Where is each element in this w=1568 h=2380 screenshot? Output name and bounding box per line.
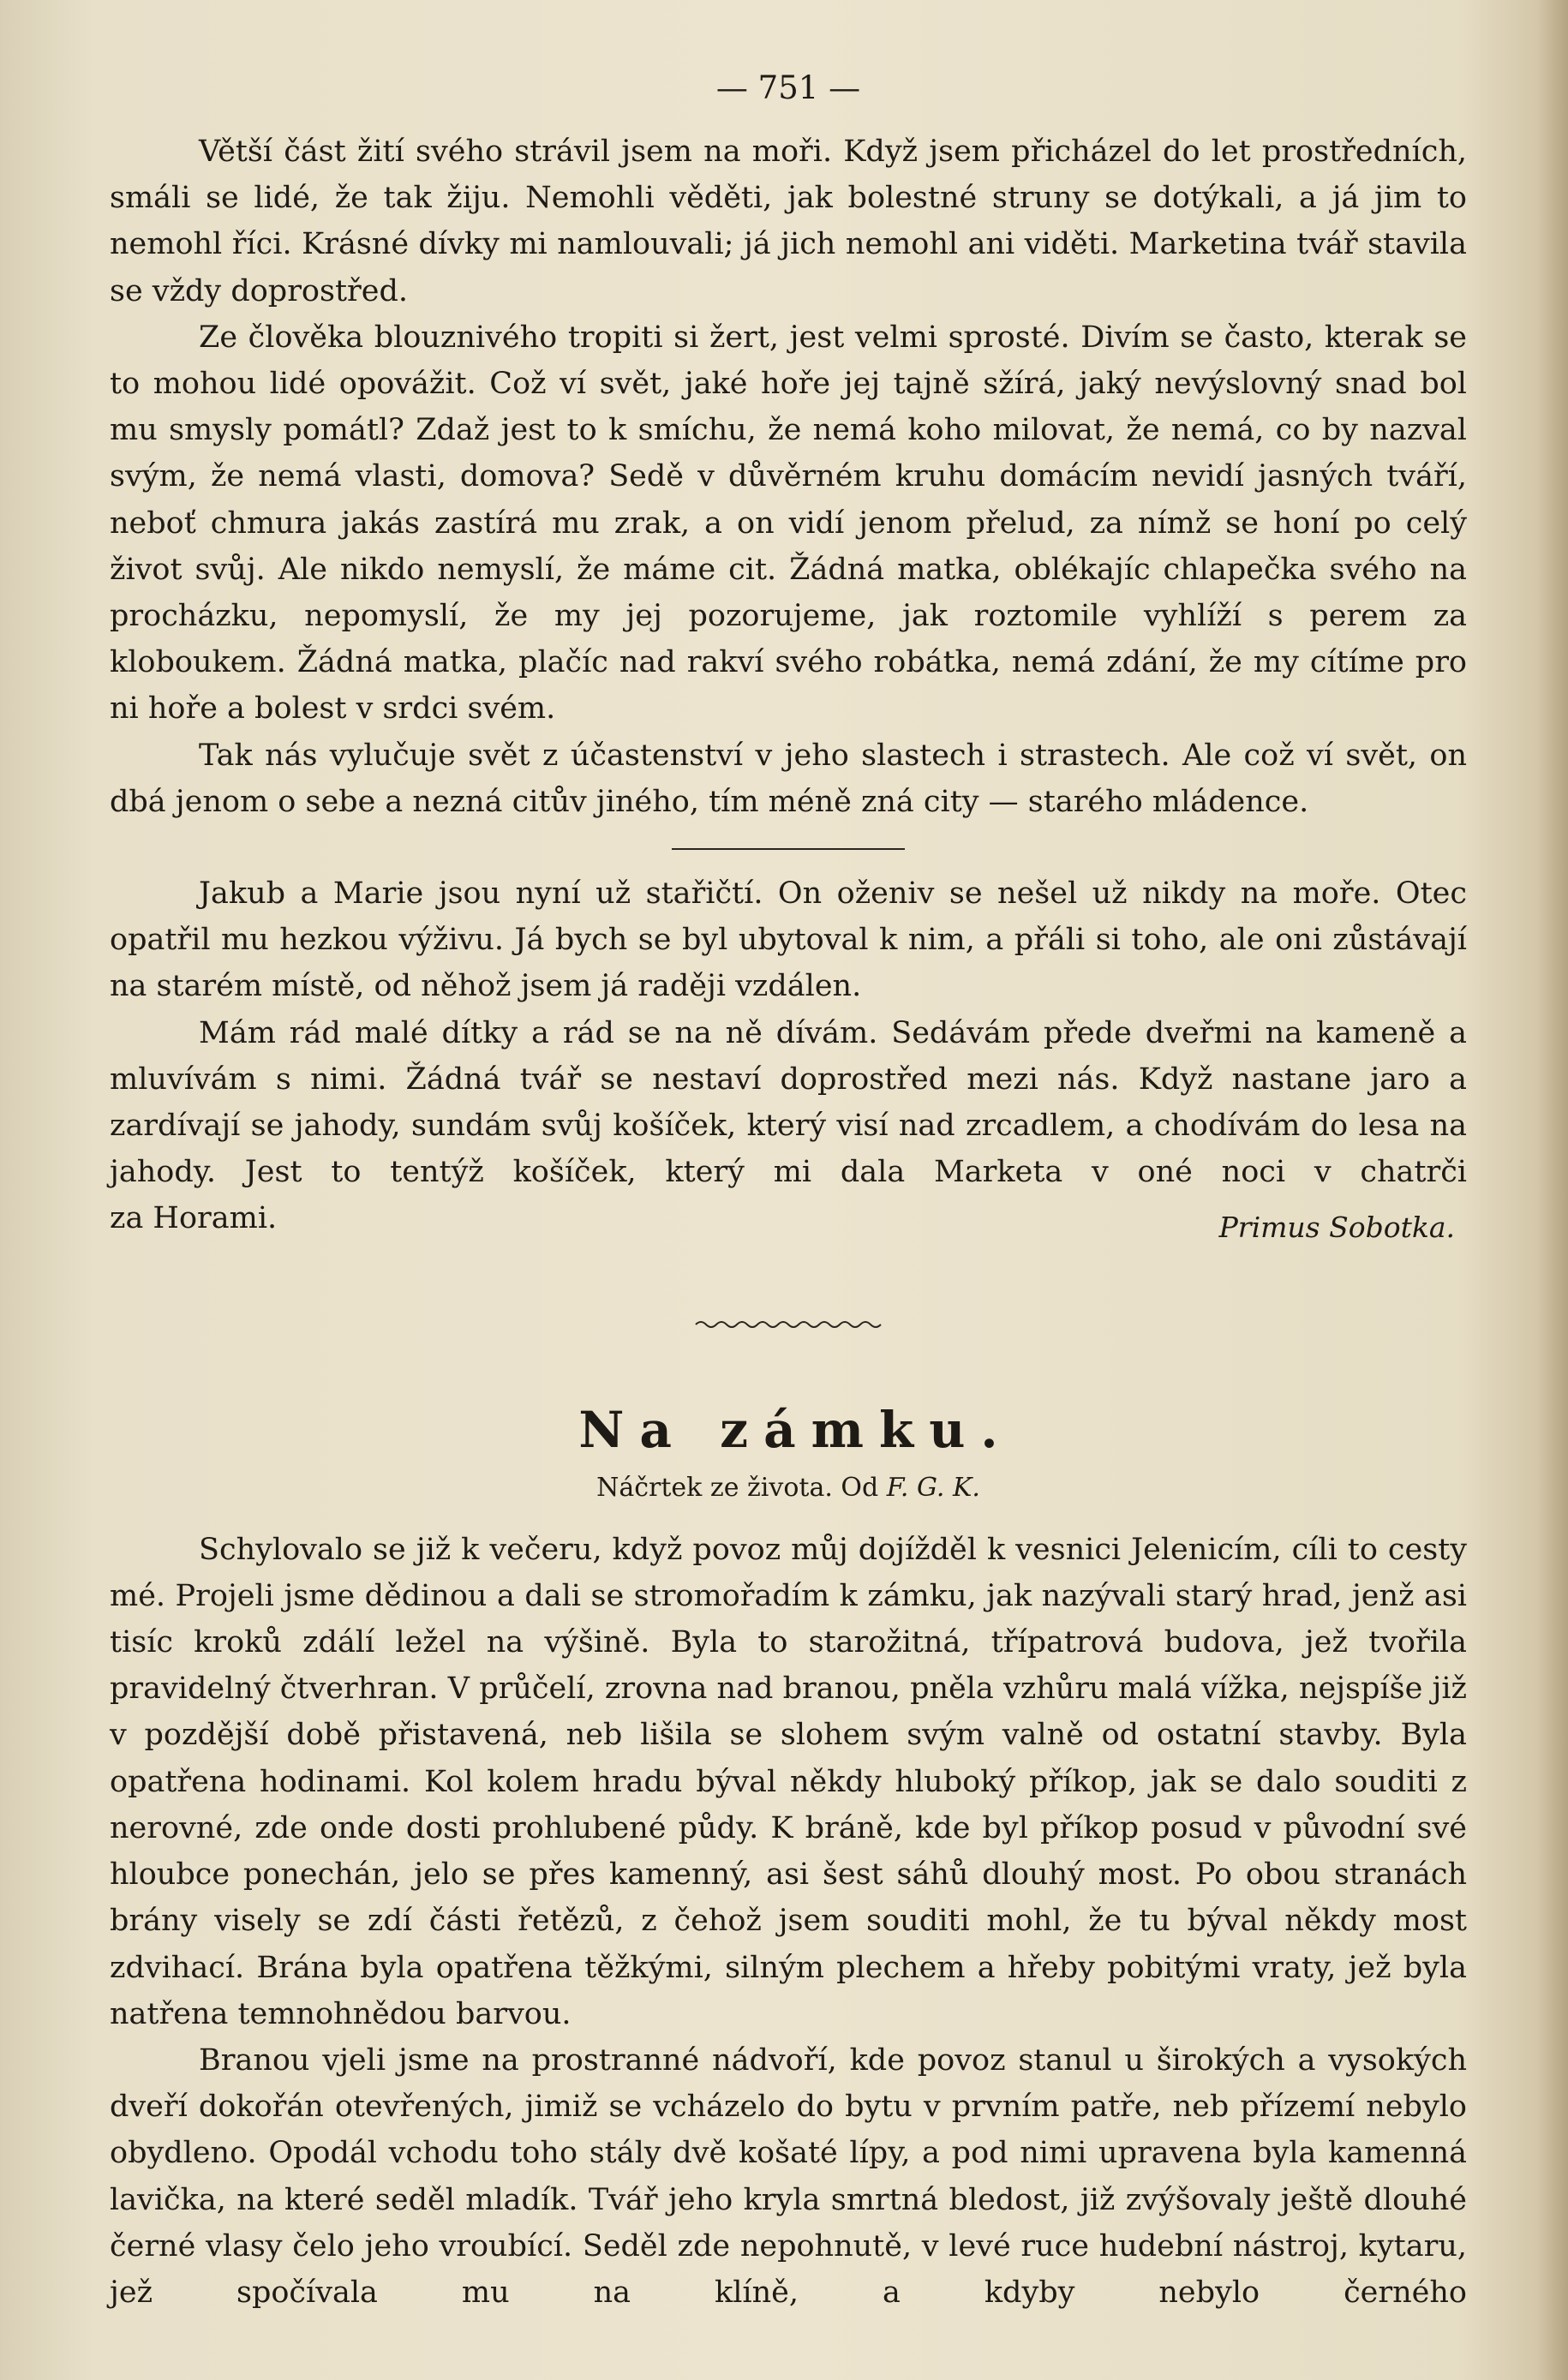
subtitle-text: Náčrtek ze života. Od [596,1472,887,1503]
subtitle-author: F. G. K. [886,1472,980,1503]
paragraph: Schylovalo se již k večeru, když povoz můj dojížděl k vesnici Jelenicím, cíli to cesty mé. Projeli jsme dědinou a dali se stromořadím k zámku, jak nazývali starý hrad, jenž asi tisíc kroků zdálí ležel na výšině. Byla to starožitná, třípatrová budova, jež tvořila pravidelný čtverhran. V průčelí, zrovna nad branou, pněla vzhůru malá vížka, nejspíše již v pozdější době přistavená, neb lišila se slohem svým valně od ostatní stavby. Byla opatřena hodinami. Kol kolem hradu býval někdy hluboký příkop, jak se dalo souditi z nerovné, zde onde dosti prohlubené půdy. K bráně, kde byl příkop posud v původní své hloubce ponechán, jelo se přes kamenný, asi šest sáhů dlouhý most. Po obou stranách brány visely se zdí části řetězů, z čehož jsem souditi mohl, že tu býval někdy most zdvihací. Brána byla opatřena těžkými, silným plechem a hřeby pobitými vraty, jež byla natřena temnohnědou barvou. [110,1532,1467,2031]
paragraph: Mám rád malé dítky a rád se na ně dívám. Sedávám přede dveřmi na kameně a mluvívám s nimi. Žádná tvář se nestaví doprostřed mezi nás. Když nastane jaro a zardívají se jahody, sundám svůj košíček, který visí nad zrcadlem, a chodívám do lesa na jahody. Jest to tentýž košíček, který mi dala Marketa v oné noci v chatrči [110,1015,1467,1190]
paragraph: Větší část žití svého strávil jsem na moři. Když jsem přicházel do let prostředních, smáli se lidé, že tak žiju. Nemohli věděti, jak bolestné struny se dotýkali, a já jim to nemohl říci. Krásné dívky mi namlouvali; já jich nemohl ani viděti. Marketina tvář stavila se vždy doprostřed. [110,135,1467,308]
story-title: Na zámku. [578,1400,1014,1459]
paragraph: Jakub a Marie jsou nyní už stařičtí. On oženiv se nešel už nikdy na moře. Otec opatřil mu hezkou výživu. Já bych se byl ubytoval k nim, a přáli si toho, ale oni zůstávají na starém místě, od něhož jsem já raději vzdálen. [110,876,1467,1004]
paragraph: Ze člověka blouznivého tropiti si žert, jest velmi sprosté. Divím se často, kterak se to mohou lidé opovážit. Což ví svět, jaké hoře jej tajně sžírá, jaký nevýslovný snad bol mu smysly pomátl? Zdaž jest to k smíchu, že nemá koho milovat, že nemá, co by nazval svým, že nemá vlasti, domova? Sedě v důvěrném kruhu domácím nevidí jasných tváří, neboť chmura jakás zastírá mu zrak, a on vidí jenom přelud, za nímž se honí po celý život svůj. Ale nikdo nemyslí, že máme cit. Žádná matka, oblékajíc chlapečka svého na procházku, nepomyslí, že my jej pozorujeme, jak roztomile vyhlíží s perem za kloboukem. Žádná matka, plačíc nad rakví svého robátka, nemá zdání, že my cítíme pro ni hoře a bolest v srdci svém. [110,320,1467,727]
page-edge-shadow [1537,0,1568,2380]
page-content [110,67,1467,2316]
paragraph: Tak nás vylučuje svět z účastenství v jeho slastech i strastech. Ale což ví svět, on dbá jenom o sebe a nezná citův jiného, tím méně zná city — starého mládence. [110,738,1467,819]
author-signature: Primus Sobotka. [1218,1210,1455,1244]
paragraph: Branou vjeli jsme na prostranné nádvoří, kde povoz stanul u širokých a vysokých dveří dokořán otevřených, jimiž se vcházelo do bytu v prvním patře, neb přízemí nebylo obydleno. Opodál vchodu toho stály dvě košaté lípy, a pod nimi upravena byla kamenná lavička, na které seděl mladík. Tvář jeho kryla smrtná bledost, již zvýšovaly ještě dlouhé černé vlasy čelo jeho vroubící. Seděl zde nepohnutě, v levé ruce hudební nástroj, kytaru, jež spočívala mu na klíně, a kdyby nebylo černého [110,2042,1467,2310]
closing-text: za Horami. [110,1201,278,1236]
story-subtitle [110,1470,1467,1506]
page-number: — 751 — [715,69,861,106]
wavy-ornament [694,1318,883,1331]
section-separator-rule [672,848,905,850]
closing-line [110,1195,1467,1244]
